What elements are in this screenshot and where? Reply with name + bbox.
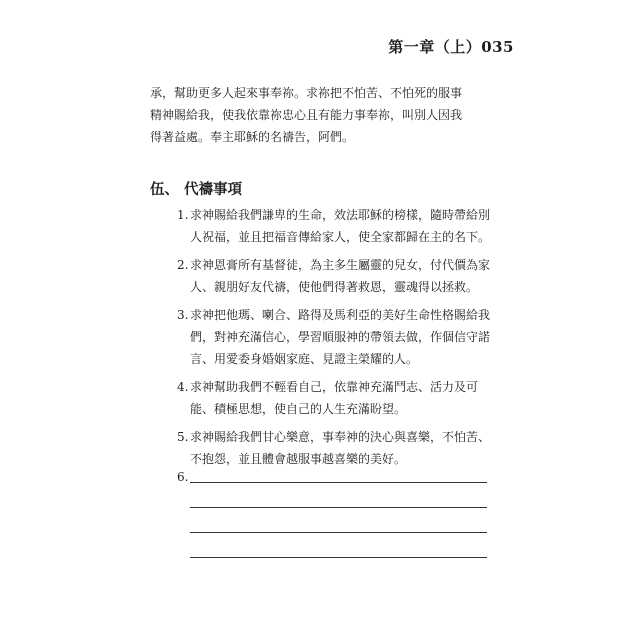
prayer-items-list [150, 204, 510, 476]
write-in-line[interactable] [190, 532, 487, 533]
item-text: 人、親朋好友代禱，使他們得著救恩，靈魂得以拯救。 [190, 280, 479, 294]
paragraph-line: 得著益處。奉主耶穌的名禱告，阿們。 [150, 130, 355, 144]
running-header: 第一章（上）035 [388, 38, 514, 56]
item-text: 求神恩膏所有基督徒，為主多生屬靈的兒女，付代價為家 [190, 258, 491, 272]
paragraph-line: 承，幫助更多人起來事奉祢。求祢把不怕苦、不怕死的服事 [150, 86, 463, 100]
item-text: 求神把他瑪、喇合、路得及馬利亞的美好生命性格賜給我 [190, 308, 491, 322]
item-number: 2. [177, 258, 189, 272]
item-number: 1. [177, 208, 189, 222]
item-number: 5. [177, 430, 189, 444]
section-heading: 伍、 代禱事項 [150, 181, 243, 198]
item-text: 求神幫助我們不輕看自己，依靠神充滿鬥志、活力及可 [190, 380, 479, 394]
list-item [150, 426, 510, 470]
item-text: 人祝福，並且把福音傳給家人，使全家都歸在主的名下。 [190, 230, 491, 244]
item-number: 3. [177, 308, 189, 322]
item-number: 4. [177, 380, 189, 394]
list-item [150, 304, 510, 370]
write-in-line[interactable] [190, 482, 487, 483]
item-text: 言、用愛委身婚姻家庭、見證主榮耀的人。 [190, 352, 419, 366]
write-in-line[interactable] [190, 507, 487, 508]
paragraph-line: 精神賜給我，使我依靠祢忠心且有能力事奉祢，叫別人因我 [150, 108, 463, 122]
write-in-line[interactable] [190, 557, 487, 558]
list-item [150, 254, 510, 298]
item-text: 不抱怨，並且體會越服事越喜樂的美好。 [190, 452, 407, 466]
item-text: 求神賜給我們甘心樂意，事奉神的決心與喜樂，不怕苦、 [190, 430, 491, 444]
list-item [150, 376, 510, 420]
item-text: 能、積極思想，使自己的人生充滿盼望。 [190, 402, 407, 416]
item-number: 6. [177, 470, 189, 484]
item-text: 們，對神充滿信心，學習順服神的帶領去做，作個信守諾 [190, 330, 491, 344]
item-text: 求神賜給我們謙卑的生命，效法耶穌的榜樣，隨時帶給別 [190, 208, 491, 222]
closing-prayer-paragraph [150, 82, 510, 148]
list-item [150, 204, 510, 248]
